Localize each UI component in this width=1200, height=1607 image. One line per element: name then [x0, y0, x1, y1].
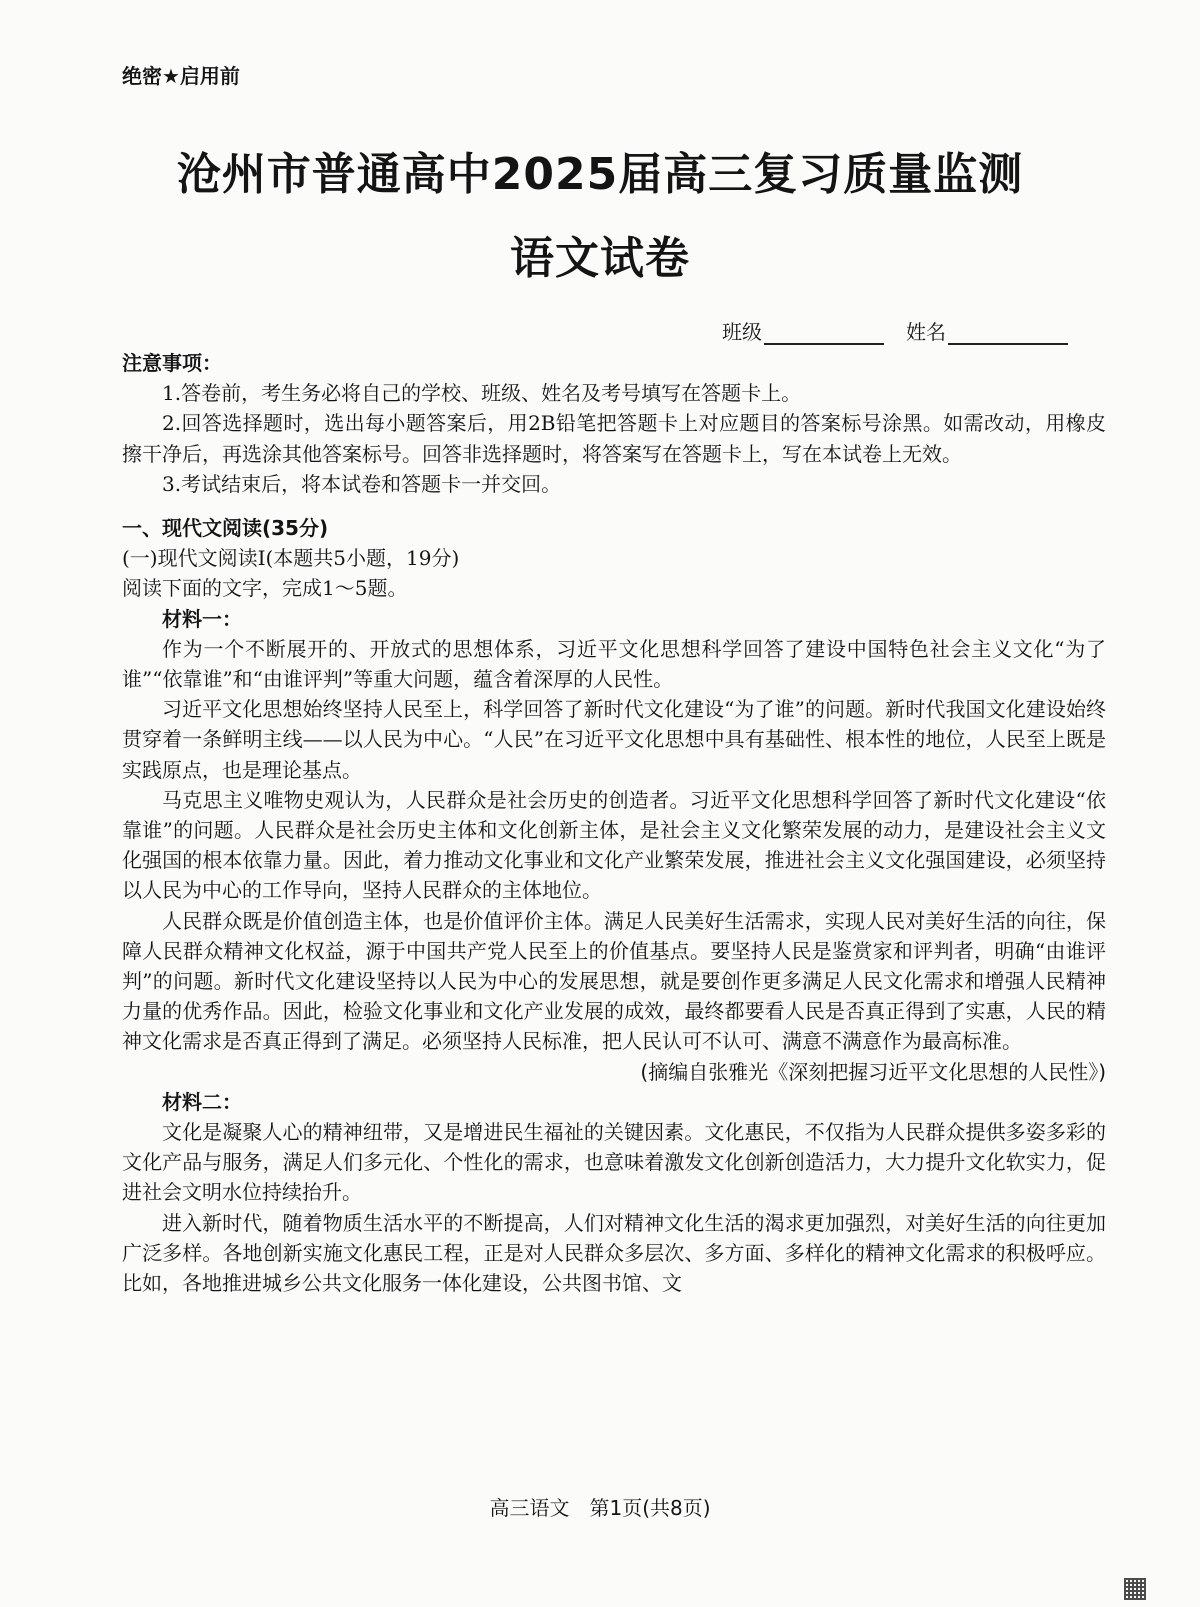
- student-info-fields: [722, 316, 1068, 345]
- sub-section-heading: (一)现代文阅读Ⅰ(本题共5小题，19分): [122, 546, 460, 571]
- material-paragraph: 习近平文化思想始终坚持人民至上，科学回答了新时代文化建设“为了谁”的问题。新时代我国文化建设始终贯穿着一条鲜明主线——以人民为中心。“人民”在习近平文化思想中具有基础性、根本性的地位，人民至上既是实践原点，也是理论基点。: [122, 697, 1106, 782]
- exam-subtitle: 语文试卷: [510, 233, 690, 284]
- exam-title: 沧州市普通高中2025届高三复习质量监测: [176, 149, 1024, 200]
- material-paragraph: 文化是凝聚人心的精神纽带，又是增进民生福祉的关键因素。文化惠民，不仅指为人民群众提供多姿多彩的文化产品与服务，满足人们多元化、个性化的需求，也意味着激发文化创新创造活力，大力提升文化软实力，促进社会文明水位持续抬升。: [122, 1120, 1106, 1205]
- section-heading: 一、现代文阅读(35分): [122, 516, 329, 541]
- exam-body: [122, 348, 1106, 1298]
- notice-item: 3.考试结束后，将本试卷和答题卡一并交回。: [162, 471, 562, 496]
- class-field: [722, 316, 884, 345]
- confidential-label: 绝密★启用前: [122, 64, 240, 88]
- class-blank: [764, 321, 884, 345]
- material-paragraph: 人民群众既是价值创造主体，也是价值评价主体。满足人民美好生活需求，实现人民对美好生活的向往，保障人民群众精神文化权益，源于中国共产党人民至上的价值基点。要坚持人民是鉴赏家和评判者，明确“由谁评判”的问题。新时代文化建设坚持以人民为中心的发展思想，就是要创作更多满足人民文化需求和增强人民精神力量的优秀作品。因此，检验文化事业和文化产业发展的成效，最终都要看人民是否真正得到了实惠，人民的精神文化需求是否真正得到了满足。必须坚持人民标准，把人民认可不认可、满意不满意作为最高标准。: [122, 908, 1106, 1054]
- material-source: (摘编自张雅光《深刻把握习近平文化思想的人民性》): [640, 1059, 1106, 1084]
- qr-code-icon: [1124, 1578, 1146, 1600]
- notice-item: 1.答卷前，考生务必将自己的学校、班级、姓名及考号填写在答题卡上。: [162, 381, 802, 406]
- name-field: [906, 316, 1068, 345]
- reading-instruction: 阅读下面的文字，完成1～5题。: [122, 576, 408, 601]
- material-label: 材料二：: [162, 1089, 242, 1114]
- notice-item: 2.回答选择题时，选出每小题答案后，用2B铅笔把答题卡上对应题目的答案标号涂黑。如需改动，用橡皮擦干净后，再选涂其他答案标号。回答非选择题时，将答案写在答题卡上，写在本试卷上无效。: [122, 411, 1106, 466]
- name-label: 姓名: [906, 320, 946, 344]
- material-label: 材料一：: [162, 606, 242, 631]
- material-paragraph: 马克思主义唯物史观认为，人民群众是社会历史的创造者。习近平文化思想科学回答了新时代文化建设“依靠谁”的问题。人民群众是社会历史主体和文化创新主体，是社会主义文化繁荣发展的动力，是建设社会主义文化强国的根本依靠力量。因此，着力推动文化事业和文化产业繁荣发展，推进社会主义文化强国建设，必须坚持以人民为中心的工作导向，坚持人民群众的主体地位。: [122, 787, 1106, 903]
- spacer: [122, 499, 1106, 513]
- page-footer: 高三语文 第1页(共8页): [489, 1496, 711, 1520]
- class-label: 班级: [722, 320, 762, 344]
- notice-heading: 注意事项：: [122, 351, 222, 375]
- material-paragraph: 作为一个不断展开的、开放式的思想体系，习近平文化思想科学回答了建设中国特色社会主义文化“为了谁”“依靠谁”和“由谁评判”等重大问题，蕴含着深厚的人民性。: [122, 636, 1106, 692]
- name-blank: [948, 321, 1068, 345]
- material-paragraph: 进入新时代，随着物质生活水平的不断提高，人们对精神文化生活的渴求更加强烈，对美好生活的向往更加广泛多样。各地创新实施文化惠民工程，正是对人民群众多层次、多方面、多样化的精神文化需求的积极呼应。比如，各地推进城乡公共文化服务一体化建设，公共图书馆、文: [122, 1210, 1106, 1296]
